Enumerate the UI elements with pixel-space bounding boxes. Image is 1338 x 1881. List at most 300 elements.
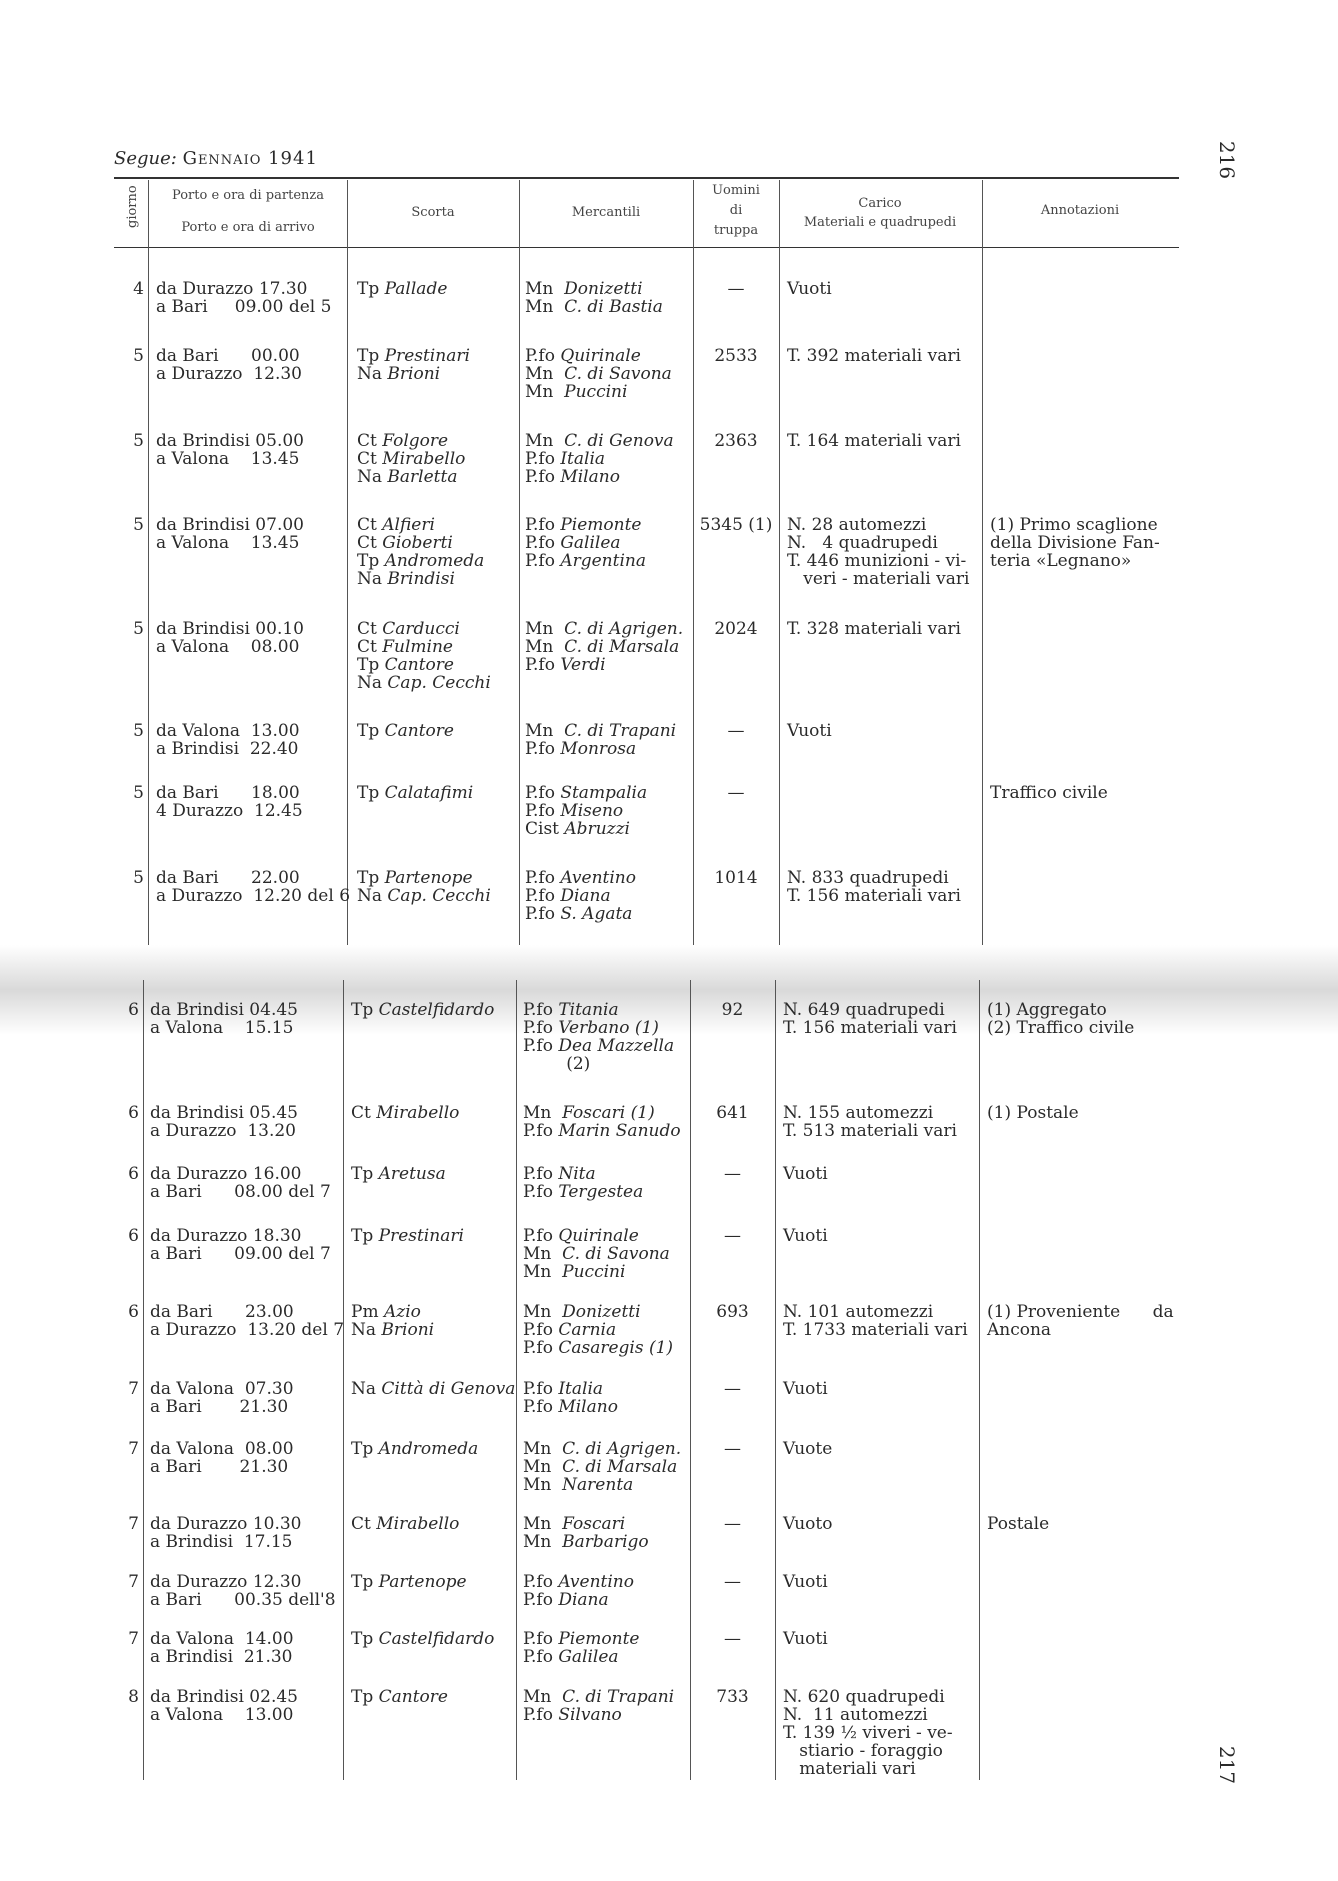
row-carico-line: Vuoti [783,1164,828,1184]
vessel-name: Partenope [384,868,473,888]
vessel-type: Na [357,467,388,487]
vessel-name: Mirabello [376,1514,460,1534]
row-mercantili-line [525,820,647,838]
vessel-name: Foscari [562,1514,626,1534]
row-annotazioni [990,516,1160,570]
row-giorno: 4 [133,279,144,299]
row-scorta-line [351,1165,446,1183]
row-scorta [357,280,447,298]
row-uomini: — [724,1629,741,1649]
row-carico-line: stiario - foraggio [783,1741,943,1761]
vessel-type: Ct [357,515,383,535]
row-mercantili-line [523,1263,670,1281]
row-scorta [351,1227,464,1245]
row-scorta-line [351,1440,478,1458]
header-rule [114,247,1179,248]
vessel-type: Ct [357,637,383,657]
row-scorta-line [357,887,491,905]
vessel-type: Tp [357,551,385,571]
vessel-type: Tp [351,1687,379,1707]
row-carico [787,280,832,298]
row-mercantili-line [523,1398,618,1416]
row-scorta-line [357,552,484,570]
vessel-type: Mn [525,364,565,384]
vessel-type: Ct [351,1514,377,1534]
row-porto-line: da Durazzo 10.30 [150,1514,302,1534]
row-uomini: — [724,1572,741,1592]
header-uomini-2: di [729,203,743,218]
vessel-name: Dea Mazzella [558,1036,675,1056]
row-uomini: 2024 [714,619,758,639]
row-scorta [357,347,470,383]
row-giorno: 5 [133,868,144,888]
row-porto-line: da Durazzo 16.00 [150,1164,302,1184]
row-porto-line: a Bari 21.30 [150,1457,289,1477]
row-giorno: 7 [128,1514,139,1534]
row-uomini: — [724,1379,741,1399]
row-carico [783,1515,832,1533]
row-carico [783,1380,828,1398]
vessel-type: Na [357,569,388,589]
header-giorno: giorno [125,185,140,228]
vessel-type: P.fo [525,868,561,888]
vessel-type: P.fo [523,1182,559,1202]
row-porto [150,1303,344,1339]
row-mercantili-line [523,1001,674,1019]
col-line [519,180,520,945]
vessel-type: P.fo [523,1647,559,1667]
row-giorno: 7 [128,1379,139,1399]
col-line [347,180,348,945]
row-scorta-line [351,1688,448,1706]
vessel-type: Tp [351,1629,379,1649]
row-porto-line: a Durazzo 13.20 del 7 [150,1320,345,1340]
col-line [143,980,144,1780]
vessel-name: Cantore [384,655,454,675]
vessel-name: Brioni [381,1320,435,1340]
row-porto-line: da Bari 22.00 [156,868,300,888]
row-carico-line: Vuoti [783,1226,828,1246]
row-carico-line: Vuoti [787,279,832,299]
row-scorta-line [357,784,473,802]
row-mercantili-line [523,1706,674,1724]
row-mercantili [523,1104,681,1140]
row-mercantili-line [525,905,636,923]
vessel-type: P.fo [523,1036,559,1056]
vessel-type: Tp [351,1164,379,1184]
row-porto [156,280,331,316]
vessel-type: Mn [523,1532,563,1552]
row-mercantili [523,1573,634,1609]
vessel-name: Piemonte [560,515,642,535]
vessel-type: P.fo [523,1164,559,1184]
row-scorta-line [357,620,491,638]
row-scorta-line [351,1321,434,1339]
vessel-type: P.fo [523,1590,559,1610]
vessel-name: C. di Trapani [564,721,677,741]
vessel-name: Diana [558,1590,609,1610]
row-annotazioni-line: (1) Proveniente da [987,1302,1174,1322]
row-mercantili [523,1227,670,1281]
vessel-type: Tp [357,346,385,366]
header-scorta: Scorta [411,205,455,220]
vessel-name: Verdi [560,655,606,675]
vessel-name: Nita [558,1164,596,1184]
row-mercantili-line: (2) [523,1054,591,1074]
row-annotazioni [987,1515,1049,1533]
row-scorta [351,1104,459,1122]
row-porto [150,1688,298,1724]
row-scorta [357,516,484,588]
vessel-name: Castelfidardo [378,1000,495,1020]
vessel-name: C. di Marsala [562,1457,678,1477]
vessel-type: Mn [525,382,565,402]
row-porto-line: a Bari 09.00 del 7 [150,1244,331,1264]
vessel-name: Barbarigo [562,1532,649,1552]
row-uomini: — [724,1439,741,1459]
row-annotazioni [990,784,1108,802]
row-mercantili-line [523,1165,643,1183]
page-number-bottom: 217 [1215,1745,1240,1785]
row-mercantili-line [523,1591,634,1609]
row-scorta [357,620,491,692]
row-mercantili-line [525,450,674,468]
row-carico-line: veri - materiali vari [787,569,970,589]
row-mercantili-line [525,347,672,365]
row-mercantili [525,722,676,758]
row-scorta-line [357,516,484,534]
vessel-name: Andromeda [378,1439,479,1459]
row-mercantili [525,432,674,486]
vessel-name: Casaregis (1) [558,1338,674,1358]
row-porto-line: da Valona 13.00 [156,721,300,741]
row-carico [783,1630,828,1648]
row-annotazioni [987,1303,1174,1339]
row-carico [783,1227,828,1245]
vessel-type: Mn [523,1475,563,1495]
vessel-type: Tp [357,279,385,299]
row-mercantili-line [523,1515,649,1533]
vessel-type: P.fo [523,1018,559,1038]
row-carico-line: N. 11 automezzi [783,1705,928,1725]
vessel-type: Mn [525,721,565,741]
row-porto-line: da Bari 23.00 [150,1302,294,1322]
row-scorta [357,432,465,486]
row-scorta [351,1380,515,1398]
vessel-name: Prestinari [384,346,470,366]
top-rule [114,177,1179,179]
row-mercantili [525,347,672,401]
vessel-name: Titania [558,1000,619,1020]
row-scorta-line [351,1515,459,1533]
row-porto-line: a Bari 00.35 dell'8 [150,1590,336,1610]
vessel-name: Donizetti [564,279,643,299]
header-uomini-1: Uomini [712,183,760,198]
vessel-name: Quirinale [558,1226,639,1246]
row-scorta [351,1688,448,1706]
row-mercantili-line [525,280,663,298]
row-giorno: 5 [133,431,144,451]
vessel-name: Galilea [558,1647,619,1667]
row-mercantili-line [523,1183,643,1201]
vessel-type: P.fo [523,1000,559,1020]
row-porto-line: a Valona 13.45 [156,533,300,553]
row-scorta [351,1573,467,1591]
vessel-type: Tp [357,868,385,888]
row-mercantili-line [523,1245,670,1263]
col-line [779,180,780,945]
vessel-name: Barletta [387,467,458,487]
row-mercantili-line [523,1104,681,1122]
row-porto-line: a Valona 08.00 [156,637,300,657]
row-porto-line: 4 Durazzo 12.45 [156,801,303,821]
row-carico-line: Vuote [783,1439,833,1459]
vessel-type: Na [357,364,388,384]
row-uomini: 641 [716,1103,749,1123]
row-giorno: 5 [133,721,144,741]
row-scorta-line [357,432,465,450]
vessel-name: Prestinari [378,1226,464,1246]
row-carico [787,432,961,450]
row-carico-line: materiali vari [783,1759,916,1779]
vessel-type: Mn [523,1103,563,1123]
row-giorno: 5 [133,346,144,366]
row-scorta-line [357,674,491,692]
row-porto-line: da Bari 18.00 [156,783,300,803]
row-giorno: 5 [133,783,144,803]
row-mercantili-line [525,784,647,802]
row-carico-line: T. 513 materiali vari [783,1121,957,1141]
row-mercantili [523,1303,673,1357]
row-carico-line: Vuoti [783,1572,828,1592]
row-giorno: 6 [128,1226,139,1246]
row-mercantili-line [523,1380,618,1398]
vessel-type: Tp [351,1000,379,1020]
vessel-type: Mn [523,1244,563,1264]
vessel-type: Mn [523,1514,563,1534]
row-porto-line: a Bari 08.00 del 7 [150,1182,331,1202]
row-mercantili [523,1440,681,1494]
row-porto [156,347,302,383]
vessel-type: P.fo [525,515,561,535]
vessel-type: P.fo [523,1338,559,1358]
vessel-type: P.fo [525,783,561,803]
row-mercantili [523,1515,649,1551]
row-uomini: — [724,1226,741,1246]
row-porto-line: da Brindisi 05.00 [156,431,304,451]
row-mercantili-line [525,534,646,552]
vessel-name: Carnia [558,1320,617,1340]
row-porto [150,1573,336,1609]
row-carico-line: Vuoti [787,721,832,741]
row-porto-line: a Durazzo 13.20 [150,1121,297,1141]
vessel-name: Calatafimi [384,783,474,803]
row-porto-line: a Durazzo 12.30 [156,364,303,384]
vessel-type: Mn [523,1262,563,1282]
vessel-type: Na [357,673,388,693]
row-mercantili-line [525,383,672,401]
vessel-type: Na [357,886,388,906]
vessel-name: Alfieri [382,515,435,535]
vessel-name: Brioni [387,364,441,384]
row-mercantili-line [525,802,647,820]
row-scorta-line [357,347,470,365]
row-porto [150,1380,294,1416]
vessel-name: C. di Genova [564,431,674,451]
row-carico [783,1303,968,1339]
vessel-name: Pallade [384,279,448,299]
row-annotazioni [987,1001,1134,1037]
vessel-type: P.fo [525,467,561,487]
row-porto-line: da Bari 00.00 [156,346,300,366]
row-carico [783,1165,828,1183]
vessel-type: P.fo [525,533,561,553]
row-scorta [351,1001,494,1019]
row-scorta-line [351,1630,494,1648]
row-uomini: 733 [716,1687,749,1707]
row-scorta [357,869,491,905]
row-uomini: 1014 [714,868,758,888]
page-number-top: 216 [1215,140,1240,180]
vessel-name: Cap. Cecchi [387,673,491,693]
vessel-type: P.fo [525,449,561,469]
row-annotazioni-line: Ancona [987,1320,1052,1340]
row-mercantili-line [523,1630,639,1648]
vessel-type: P.fo [523,1629,559,1649]
vessel-name: Miseno [560,801,624,821]
row-porto [156,432,304,468]
row-porto [156,869,350,905]
row-carico-line: N. 155 automezzi [783,1103,934,1123]
title-prefix: Segue: [114,148,177,169]
vessel-type: P.fo [523,1705,559,1725]
row-uomini: 693 [716,1302,749,1322]
row-giorno: 6 [128,1103,139,1123]
vessel-type: Tp [357,655,385,675]
vessel-name: Verbano (1) [558,1018,659,1038]
vessel-name: C. di Trapani [562,1687,675,1707]
row-annotazioni-line: teria «Legnano» [990,551,1132,571]
row-mercantili-line [523,1339,673,1357]
vessel-name: C. di Marsala [564,637,680,657]
row-uomini: 92 [721,1000,744,1020]
row-mercantili [523,1688,674,1724]
header-annotazioni: Annotazioni [1040,203,1120,218]
row-giorno: 5 [133,619,144,639]
row-carico-line: Vuoto [783,1514,833,1534]
row-annotazioni-line: (1) Primo scaglione [990,515,1158,535]
vessel-type: Na [351,1379,382,1399]
row-mercantili-line [525,298,663,316]
row-carico-line: N. 833 quadrupedi [787,868,949,888]
row-annotazioni-line: (2) Traffico civile [987,1018,1135,1038]
row-porto-line: a Bari 09.00 del 5 [156,297,332,317]
row-annotazioni-line: (1) Aggregato [987,1000,1107,1020]
vessel-type: Ct [357,431,383,451]
row-porto [150,1001,298,1037]
row-mercantili [523,1380,618,1416]
row-scorta-line [351,1380,515,1398]
row-scorta-line [351,1104,459,1122]
vessel-name: Città di Genova [381,1379,516,1399]
row-mercantili-line [523,1458,681,1476]
row-scorta-line [357,722,454,740]
row-carico-line: T. 156 materiali vari [787,886,961,906]
vessel-name: Cantore [384,721,454,741]
row-mercantili [525,620,683,674]
vessel-name: Puccini [562,1262,626,1282]
vessel-type: Ct [357,619,383,639]
vessel-type: P.fo [525,904,561,924]
row-porto-line: a Valona 13.00 [150,1705,294,1725]
row-carico-line: T. 164 materiali vari [787,431,961,451]
row-mercantili-line [523,1303,673,1321]
row-uomini: 2363 [714,431,758,451]
vessel-name: Quirinale [560,346,641,366]
vessel-name: Abruzzi [564,819,630,839]
row-carico-line: T. 328 materiali vari [787,619,961,639]
vessel-name: Castelfidardo [378,1629,495,1649]
row-scorta-line [351,1573,467,1591]
vessel-type: Mn [523,1457,563,1477]
row-scorta [357,784,473,802]
row-mercantili-line [525,656,683,674]
row-porto [150,1227,331,1263]
row-mercantili-line [525,468,674,486]
vessel-name: Partenope [378,1572,467,1592]
row-annotazioni-line: Postale [987,1514,1050,1534]
vessel-type: Tp [357,721,385,741]
vessel-type: Tp [351,1572,379,1592]
row-porto [156,722,300,758]
row-scorta [357,722,454,740]
row-porto-line: a Valona 15.15 [150,1018,294,1038]
vessel-name: Aventino [560,868,636,888]
vessel-name: Foscari (1) [562,1103,655,1123]
col-line [775,980,776,1780]
vessel-type: P.fo [523,1121,559,1141]
row-carico [783,1688,953,1778]
row-mercantili-line [525,432,674,450]
row-annotazioni-line: (1) Postale [987,1103,1079,1123]
row-giorno: 8 [128,1687,139,1707]
col-line [982,180,983,945]
vessel-name: Donizetti [562,1302,641,1322]
row-scorta-line [357,869,491,887]
row-mercantili-line [525,740,676,758]
vessel-name: Argentina [560,551,646,571]
row-mercantili-line [523,1321,673,1339]
vessel-type: Na [351,1320,382,1340]
row-mercantili-line [525,516,646,534]
vessel-name: C. di Agrigen. [562,1439,682,1459]
row-scorta [351,1630,494,1648]
row-carico [783,1001,957,1037]
row-annotazioni-line: Traffico civile [990,783,1108,803]
vessel-type: Mn [525,431,565,451]
row-scorta-line [357,450,465,468]
row-porto [156,516,304,552]
vessel-type: P.fo [525,886,561,906]
vessel-type: Mn [525,637,565,657]
row-scorta-line [357,534,484,552]
row-giorno: 6 [128,1302,139,1322]
row-giorno: 7 [128,1629,139,1649]
row-porto [150,1630,294,1666]
row-mercantili [523,1165,643,1201]
row-porto-line: a Durazzo 12.20 del 6 [156,886,351,906]
vessel-type: Ct [351,1103,377,1123]
